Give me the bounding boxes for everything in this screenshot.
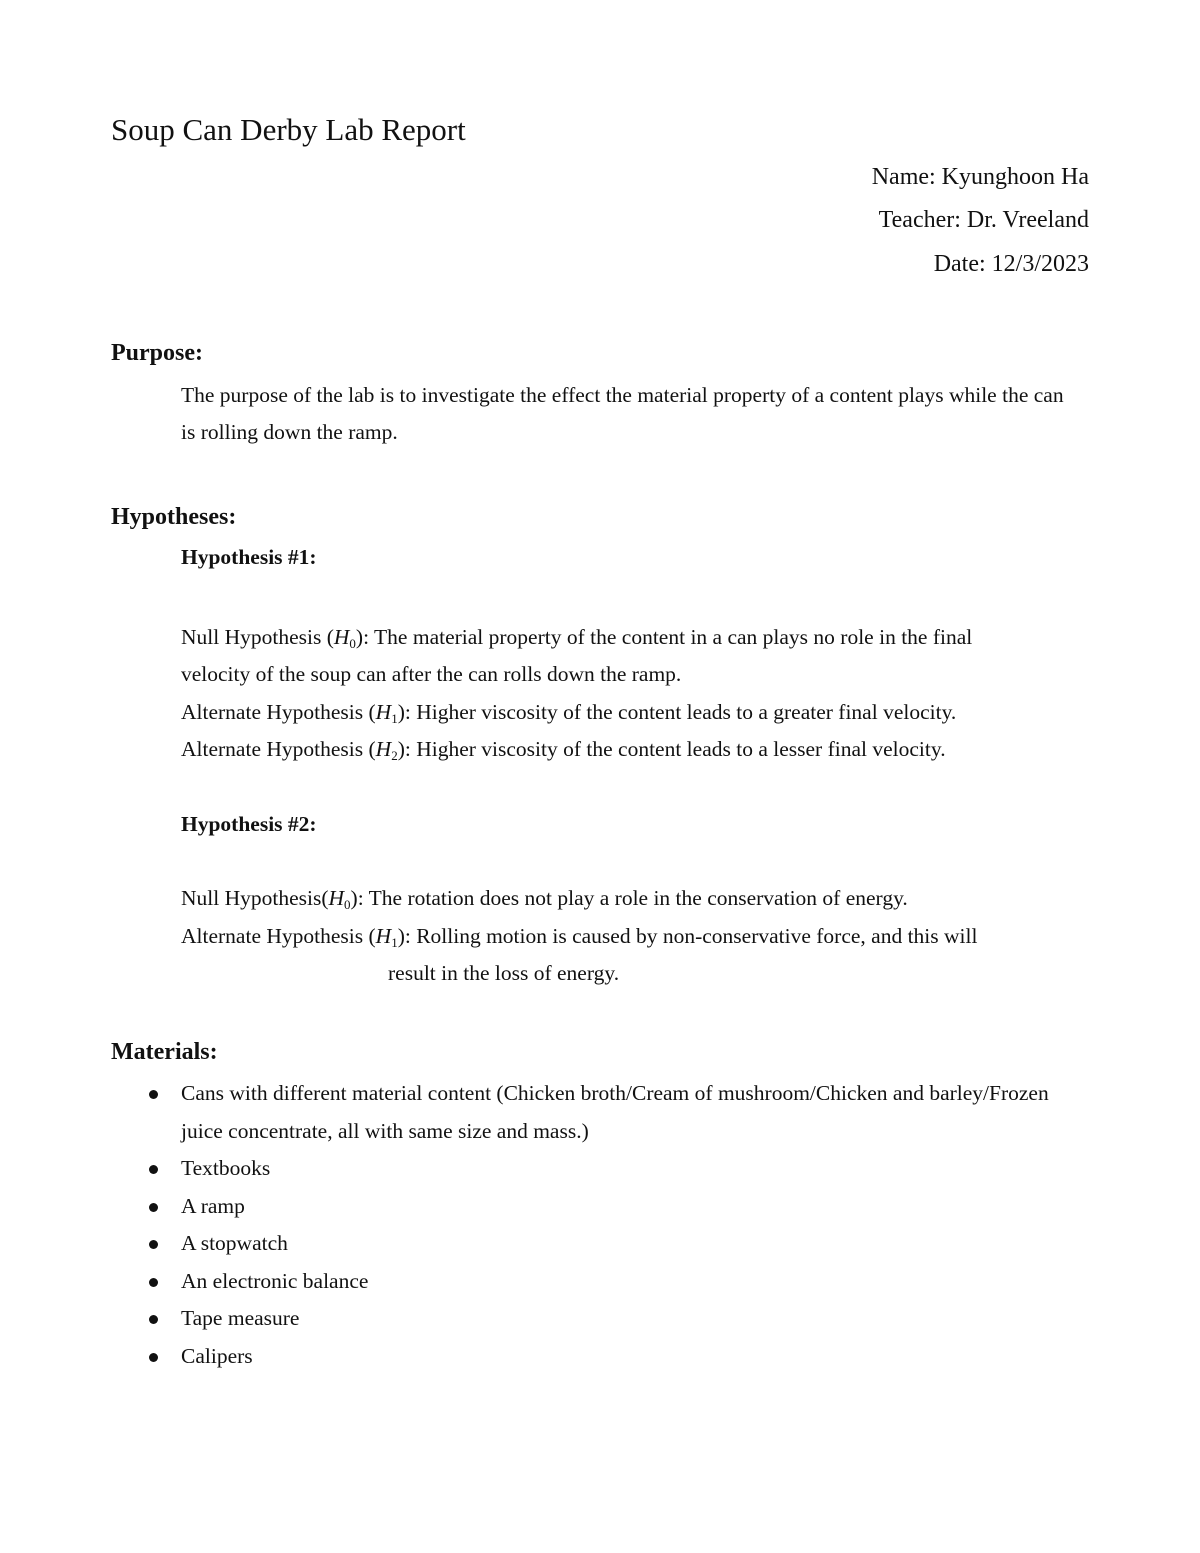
hypothesis-2-alternate-continued: result in the loss of energy. — [388, 961, 620, 985]
hypothesis-2-null: Null $Hypothesis(H_0)$: The rotation does not play a role in the conservation of energy. — [181, 886, 908, 912]
materials-list — [144, 1075, 1051, 1375]
list-item: Tape measure — [144, 1300, 1051, 1338]
bullet-icon — [149, 1315, 158, 1324]
bullet-icon — [149, 1240, 158, 1249]
list-item: A stopwatch — [144, 1225, 1051, 1263]
student-name: Name: Kyunghoon Ha — [871, 164, 1089, 190]
list-item: Calipers — [144, 1338, 1051, 1376]
document-title: Soup Can Derby Lab Report — [111, 112, 466, 147]
hypothesis-1-heading: Hypothesis #1: — [181, 545, 317, 569]
bullet-icon — [149, 1203, 158, 1212]
hypotheses-heading: Hypotheses: — [111, 504, 237, 530]
purpose-text: The purpose of the lab is to investigate the effect the material property of a content plays while the can is rolling down the ramp. — [181, 383, 1064, 444]
bullet-icon — [149, 1278, 158, 1287]
bullet-icon — [149, 1090, 158, 1099]
hypothesis-2-heading: Hypothesis #2: — [181, 812, 317, 836]
bullet-icon — [149, 1165, 158, 1174]
list-item: Textbooks — [144, 1150, 1051, 1188]
list-item: An electronic balance — [144, 1263, 1051, 1301]
hypothesis-1-null: Null Hypothesis $(H_0)$: The material property of the content in a can plays no role in the final — [181, 625, 973, 651]
hypothesis-2-alternate: Alternate Hypothesis $(H_1)$: Rolling motion is caused by non-conservative force, and this will — [181, 924, 978, 950]
materials-heading: Materials: — [111, 1039, 218, 1065]
hypothesis-1-alternate-2: Alternate Hypothesis $(H_2)$: Higher viscosity of the content leads to a lesser final velocity. — [181, 737, 946, 763]
hypothesis-1-alternate-1: Alternate Hypothesis $(H_1)$: Higher viscosity of the content leads to a greater final velocity. — [181, 700, 957, 726]
report-date: Date: 12/3/2023 — [933, 251, 1089, 277]
list-item: Cans with different material content (Chicken broth/Cream of mushroom/Chicken and barley/Frozen juice concentrate, all with same size and mass.) — [144, 1075, 1051, 1150]
hypothesis-1-null-continued: velocity of the soup can after the can rolls down the ramp. — [181, 662, 682, 686]
list-item: A ramp — [144, 1188, 1051, 1226]
teacher-name: Teacher: Dr. Vreeland — [878, 207, 1089, 233]
purpose-heading: Purpose: — [111, 340, 203, 366]
bullet-icon — [149, 1353, 158, 1362]
